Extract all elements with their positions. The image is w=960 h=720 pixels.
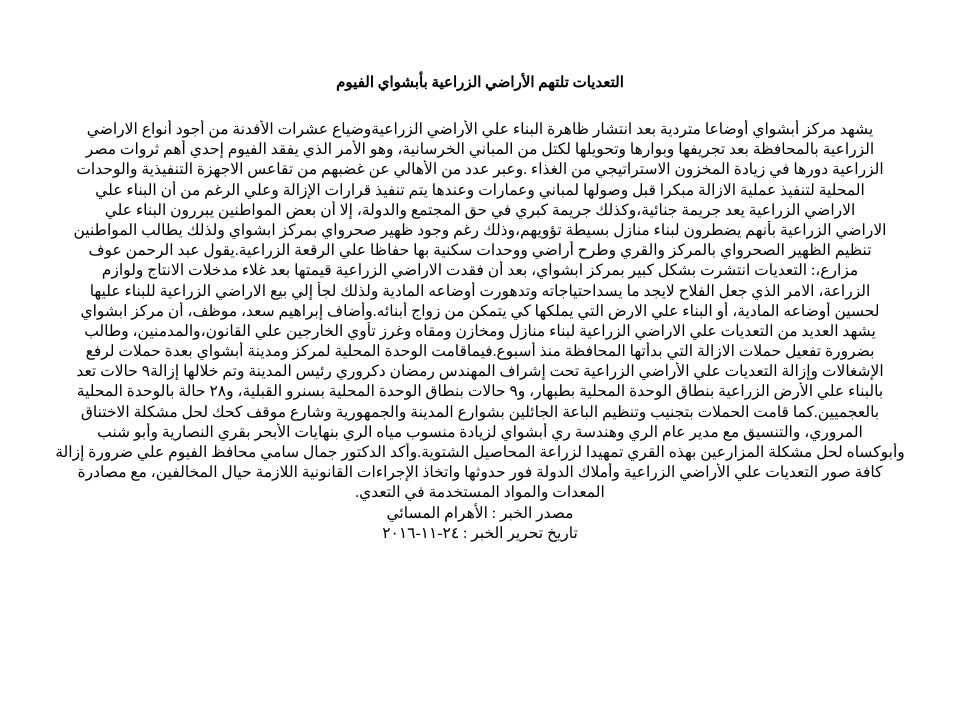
body-line-13: الإشغالات وإزالة التعديات علي الأراضي الزراعية تحت إشراف المهندس رمضان دكروري رئيس المدينة وتم خلالها إزالة٩ حالات تعد [76,363,884,381]
body-line-8: مزارع،: التعديات انتشرت بشكل كبير بمركز ابشواي، بعد أن فقدت الاراضي الزراعية قيمتها بعد غلاء مدخلات الانتاج ولوازم [101,262,859,280]
body-line-6: الاراضي الزراعية بأنهم يضطرون لبناء منازل بسيطة تؤويهم،وذلك رغم وجود ظهير صحرواي بمركز ابشواي ولذلك يطالب المواطنين [73,221,887,239]
body-line-15: بالعجميين.كما قامت الحملات بتجنيب وتنظيم الباعة الجائلين بشوارع المدينة والجمهورية وشارع موقف كحك لحل مشكلة الاختناق [80,403,880,421]
article-title: التعديات تلتهم الأراضي الزراعية بأبشواي الفيوم [336,75,624,91]
body-line-7: تنظيم الظهير الصحرواي بالمركز والقري وطرح أراضي ووحدات سكنية بها حفاظا علي الرقعة الزراعية.يقول عبد الرحمن عوف [88,242,872,260]
body-line-9: الزراعة، الامر الذي جعل الفلاح لايجد ما يسداحتياجاته وتدهورت أوضاعه المادية ولذلك لجأ إلي بيع الاراضي الزراعية للبناء عليها [89,282,871,300]
body-line-12: بضرورة تفعيل حملات الازالة التي بدأتها المحافظة منذ أسبوع.فيماقامت الوحدة المحلية لمركز ومدينة أبشواي بعدة حملات لرفع [85,343,875,361]
body-line-5: الاراضي الزراعية يعد جريمة جنائية،وكذلك جريمة كبري في حق المجتمع والدولة، إلا أن بعض المواطنين يبررون البناء علي [104,201,856,219]
body-line-10: لحسين أوضاعه المادية، أو البناء علي الارض التي يملكها كي يتمكن من زواج أبنائه.وأضاف إبراهيم سعد، موظف، أن مركز ابشواي [80,302,880,320]
body-line-3: الزراعية دورها في زيادة المخزون الاستراتيجي من الغذاء .وعبر عدد من الأهالي عن غضبهم من تقاعس الاجهزة التنفيذية والوحدات [76,161,884,179]
body-line-4: المحلية لتنفيذ عملية الازالة مبكرا قبل وصولها لمباني وعمارات وعندها يتم تنفيذ قرارات الإزالة وعلي الرغم من أن البناء علي [95,181,865,199]
body-line-18: كافة صور التعديات علي الأراضي الزراعية وأملاك الدولة فور حدوثها واتخاذ الإجراءات القانونية اللازمة حيال المخالفين، مع مصادرة [77,464,883,482]
body-line-14: بالبناء علي الأرض الزراعية بنطاق الوحدة المحلية بطبهار، و٩ حالات بنطاق الوحدة المحلية بسنرو القبلية، و٢٨ حالة بالوحدة المحلية [76,383,884,401]
body-line-16: المروري، والتنسيق مع مدير عام الري وهندسة ري أبشواي لزيادة منسوب مياه الري بنهايات الأبحر بقري النصارية وأبو شنب [97,423,863,441]
body-line-11: يشهد العديد من التعديات علي الاراضي الزراعية لبناء منازل ومخازن ومقاه وغرز تأوي الخارجين علي القانون،والمدمنين، وطالب [84,322,876,340]
article-source: مصدر الخبر : الأهرام المسائي [386,504,574,522]
article-body [18,120,942,544]
body-line-2: الزراعية بالمحافظة بعد تجريفها وبوارها وتحويلها لكتل من المباني الخرسانية، وهو الأمر الذي يفقد الفيوم إحدي أهم ثروات مصر [85,141,875,159]
body-line-17: وأبوكساه لحل مشكلة المزارعين بهذه القري تمهيدا لزراعة المحاصيل الشتوية.وأكد الدكتور جمال سامي محافظ الفيوم علي ضرورة إزالة [55,444,905,461]
article-date: تاريخ تحرير الخبر : ٢٤-١١-٢٠١٦ [382,524,578,542]
body-line-1: يشهد مركز أبشواي أوضاعا متردية بعد انتشار ظاهرة البناء علي الأراضي الزراعيةوضياع عشرات الأفدنة من أجود أنواع الاراضي [86,121,874,138]
body-line-19: المعدات والمواد المستخدمة في التعدي. [355,484,605,502]
